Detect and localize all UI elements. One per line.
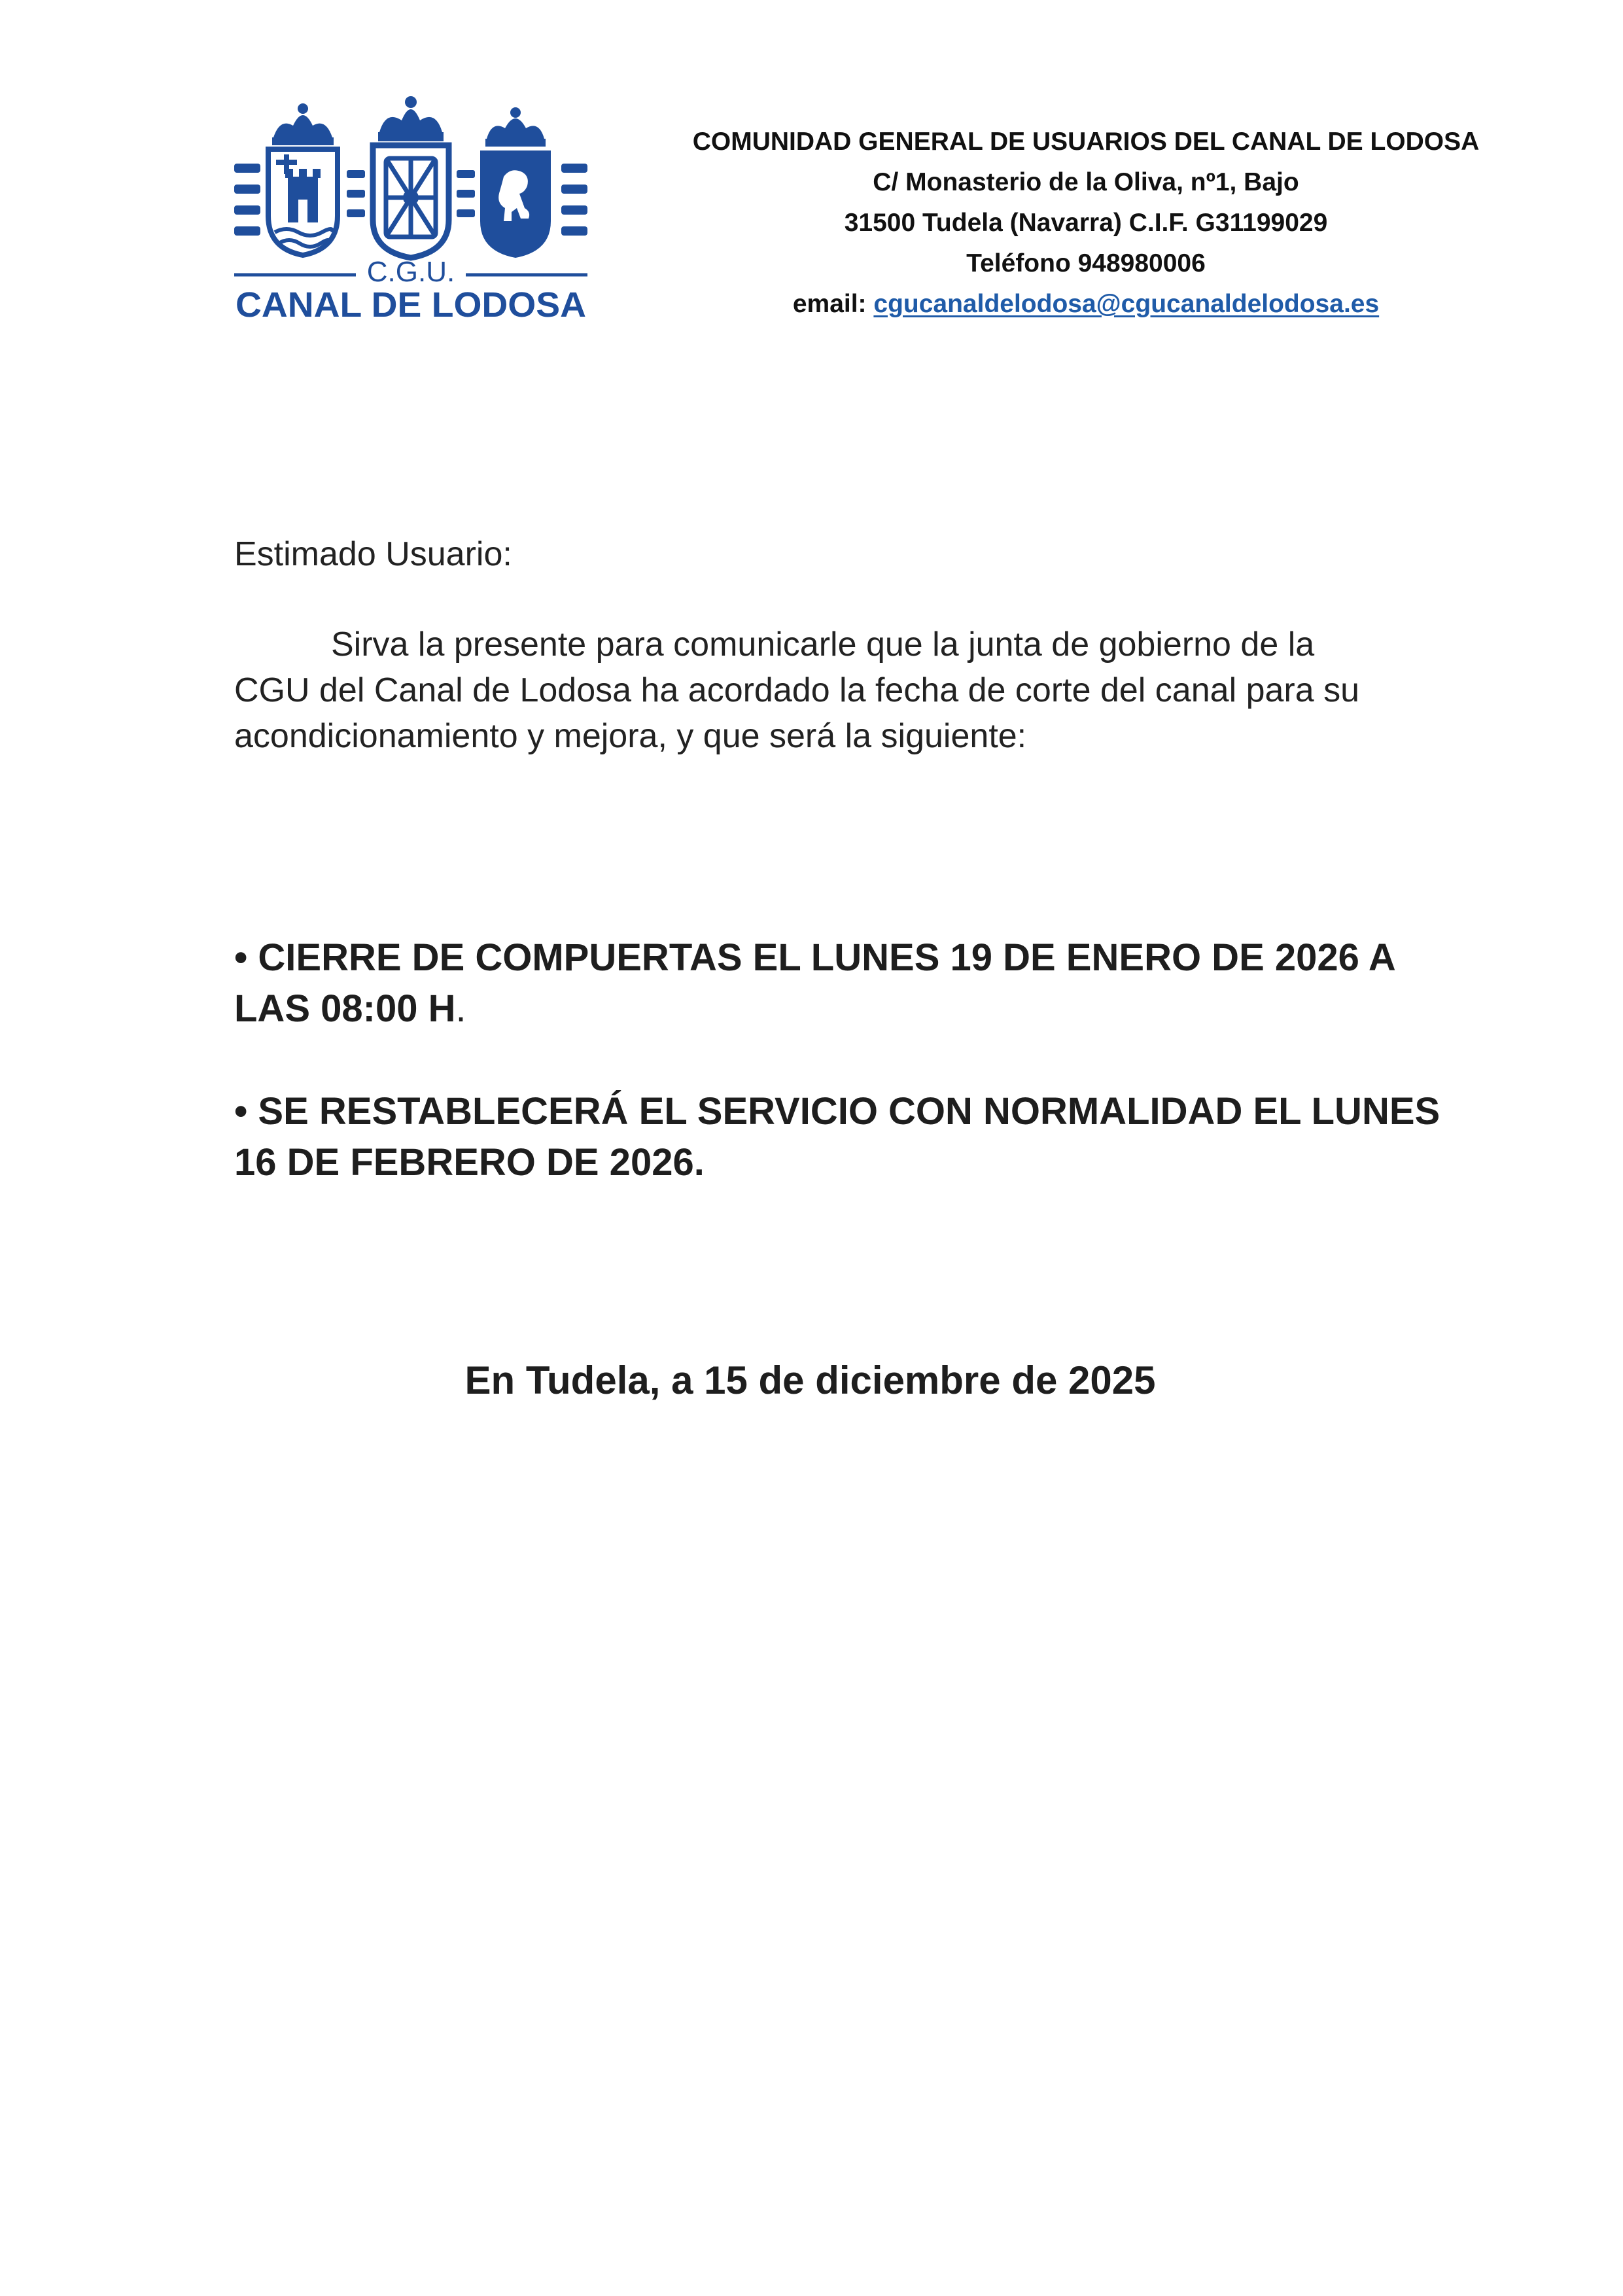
organization-email-line: [680, 284, 1492, 325]
salutation: Estimado Usuario:: [234, 535, 512, 573]
organization-address: C/ Monasterio de la Oliva, nº1, Bajo: [873, 168, 1299, 196]
letterhead: [680, 122, 1492, 325]
closing-text: En Tudela, a 15 de diciembre de 2025: [464, 1358, 1156, 1402]
paragraph-line: CGU del Canal de Lodosa ha acordado la fecha de corte del canal para su: [234, 671, 1360, 709]
paragraph-line: acondicionamiento y mejora, y que será la siguiente:: [234, 717, 1027, 755]
paragraph-line: Sirva la presente para comunicarle que la junta de gobierno de la: [331, 626, 1315, 663]
organization-phone: Teléfono 948980006: [966, 249, 1206, 277]
body-paragraph: [234, 622, 1386, 759]
notice-gate-closure: [234, 932, 1412, 1034]
notice-line-last: [234, 983, 1412, 1034]
notice-line: 16 DE FEBRERO DE 2026.: [234, 1141, 705, 1184]
email-link[interactable]: cgucanaldelodosa@cgucanaldelodosa.es: [873, 290, 1380, 318]
notice-line: • CIERRE DE COMPUERTAS EL LUNES 19 DE ENERO DE 2026 A: [234, 936, 1396, 979]
notice-line: • SE RESTABLECERÁ EL SERVICIO CON NORMALIDAD EL LUNES: [234, 1090, 1440, 1133]
logo-acronym: C.G.U.: [366, 256, 455, 288]
email-label: email:: [792, 290, 867, 318]
logo-name: CANAL DE LODOSA: [236, 285, 586, 322]
closing-place-date: [0, 1354, 1623, 1407]
organization-name: COMUNIDAD GENERAL DE USUARIOS DEL CANAL DE LODOSA: [692, 128, 1480, 156]
notice-trailing-period: .: [455, 987, 466, 1030]
cgu-canal-de-lodosa-logo: [234, 92, 587, 322]
notice-service-restore: [234, 1086, 1440, 1188]
organization-city-cif: 31500 Tudela (Navarra) C.I.F. G31199029: [844, 209, 1328, 237]
notice-line: LAS 08:00 H: [234, 987, 456, 1030]
